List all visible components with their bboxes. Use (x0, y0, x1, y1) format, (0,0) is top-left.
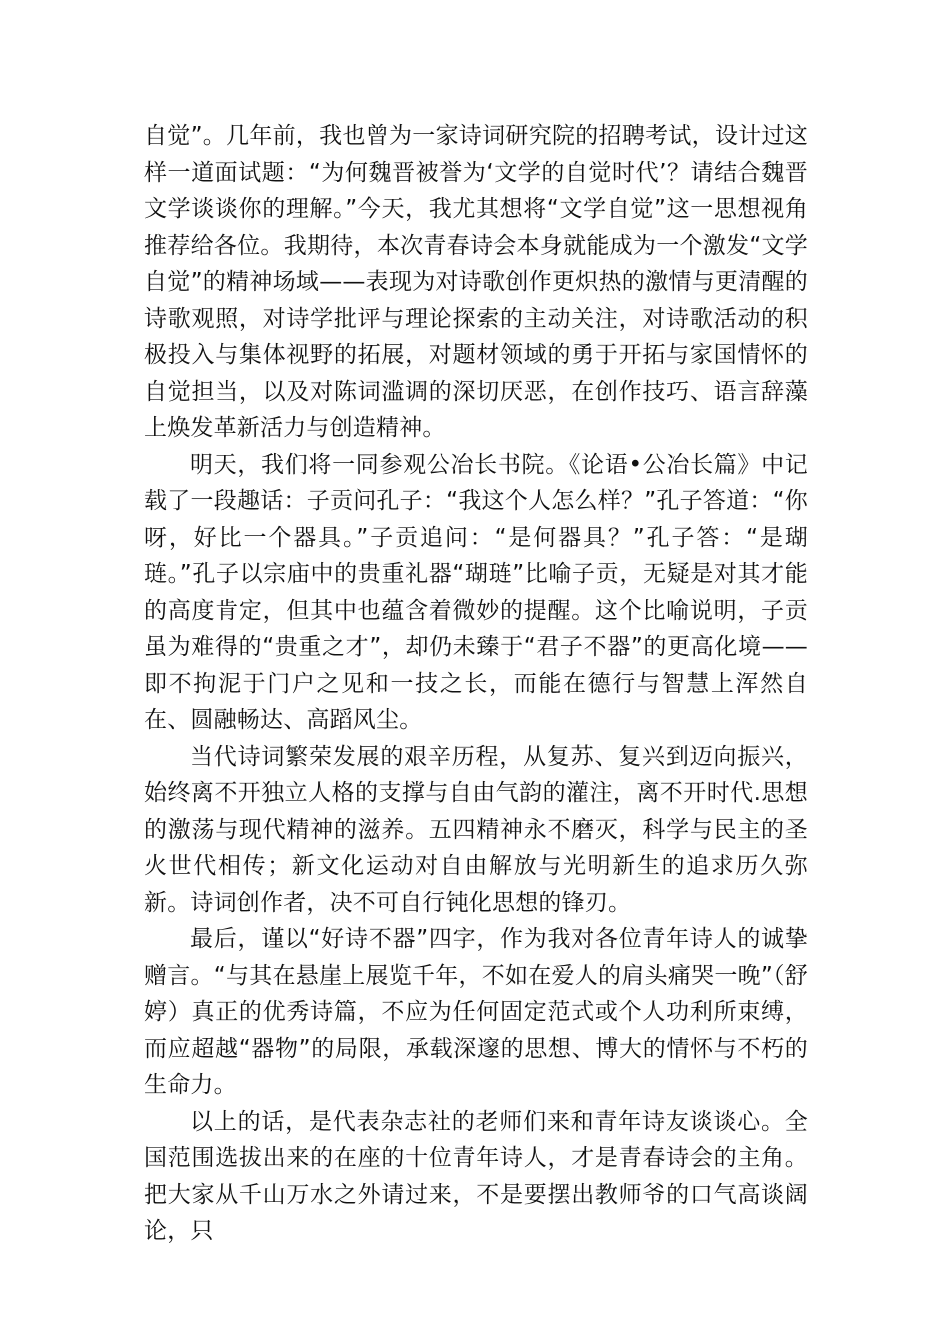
paragraph-3: 当代诗词繁荣发展的艰辛历程，从复苏、复兴到迈向振兴，始终离不开独立人格的支撑与自由气韵的灌注，离不开时代.思想的激荡与现代精神的滋养。五四精神永不磨灭，科学与民主的圣火世代相传；新文化运动对自由解放与光明新生的追求历久弥新。诗词创作者，决不可自行钝化思想的锋刃。 (144, 743, 808, 916)
paragraph-2: 明天，我们将一同参观公冶长书院。《论语•公冶长篇》中记载了一段趣话：子贡问孔子：“我这个人怎么样？”孔子答道：“你呀，好比一个器具。”子贡追问：“是何器具？”孔子答：“是瑚琏。”孔子以宗庙中的贵重礼器“瑚琏”比喻子贡，无疑是对其才能的高度肯定，但其中也蕴含着微妙的提醒。这个比喻说明，子贡虽为难得的“贵重之才”，却仍未臻于“君子不器”的更高化境——即不拘泥于门户之见和一技之长，而能在德行与智慧上浑然自在、圆融畅达、高蹈风尘。 (144, 451, 808, 733)
paragraph-4: 最后，谨以“好诗不器”四字，作为我对各位青年诗人的诚挚赠言。“与其在悬崖上展览千年，不如在爱人的肩头痛哭一晚”（舒婷）真正的优秀诗篇，不应为任何固定范式或个人功利所束缚，而应超越“器物”的局限，承载深邃的思想、博大的情怀与不朽的生命力。 (144, 926, 808, 1098)
document-page (144, 118, 808, 1250)
paragraph-5: 以上的话，是代表杂志社的老师们来和青年诗友谈谈心。全国范围选拔出来的在座的十位青年诗人，才是青春诗会的主角。把大家从千山万水之外请过来，不是要摆出教师爷的口气高谈阔论，只 (144, 1108, 808, 1244)
paragraph-1: 自觉”。几年前，我也曾为一家诗词研究院的招聘考试，设计过这样一道面试题：“为何魏晋被誉为‘文学的自觉时代’？请结合魏晋文学谈谈你的理解。”今天，我尤其想将“文学自觉”这一思想视角推荐给各位。我期待，本次青春诗会本身就能成为一个激发“文学自觉”的精神场域——表现为对诗歌创作更炽热的激情与更清醒的诗歌观照，对诗学批评与理论探索的主动关注，对诗歌活动的积极投入与集体视野的拓展，对题材领域的勇于开拓与家国情怀的自觉担当，以及对陈词滥调的深切厌恶，在创作技巧、语言辞藻上焕发革新活力与创造精神。 (144, 123, 808, 441)
